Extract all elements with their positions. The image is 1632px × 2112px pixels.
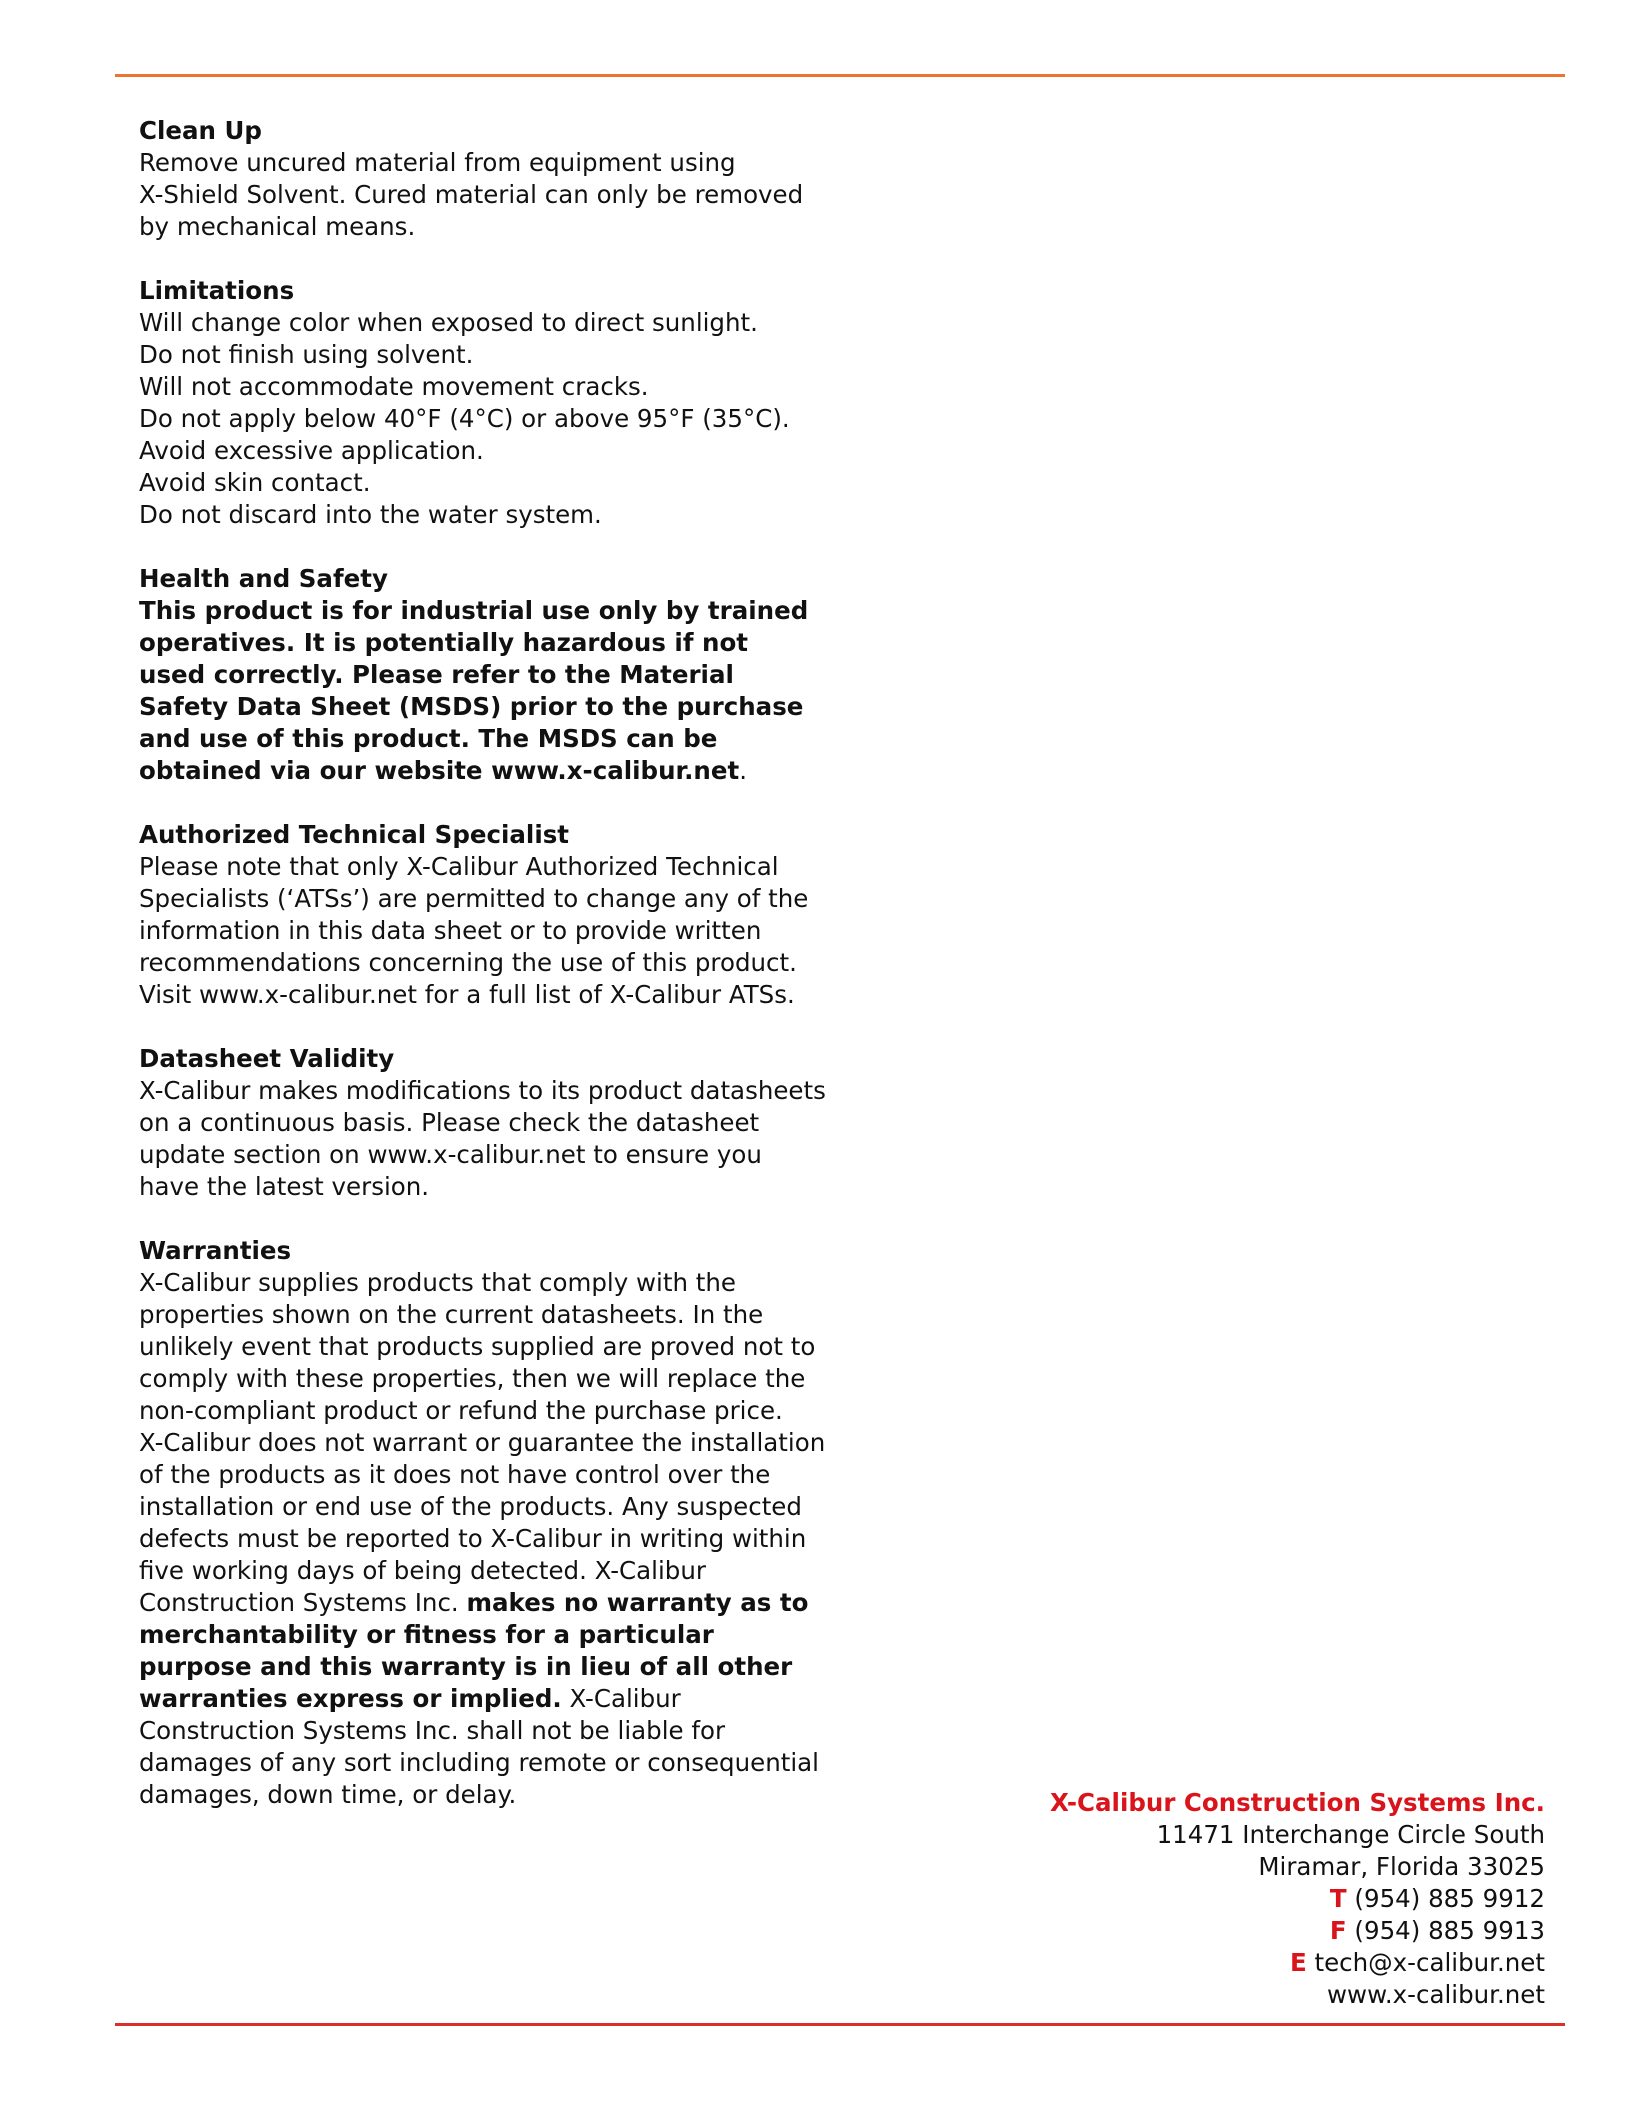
- section-datasheet-validity: [139, 1043, 826, 1203]
- body-line: Construction Systems Inc. shall not be liable for: [139, 1716, 726, 1745]
- telephone-number: (954) 885 9912: [1346, 1884, 1545, 1913]
- section-health-and-safety: [139, 563, 819, 787]
- body-line: properties shown on the current datasheets. In the: [139, 1300, 764, 1329]
- disclaimer-text: warranties express or implied.: [139, 1684, 562, 1713]
- body-line: Safety Data Sheet (MSDS) prior to the purchase: [139, 692, 804, 721]
- body-line: on a continuous basis. Please check the datasheet: [139, 1108, 760, 1137]
- section-heading: Limitations: [139, 276, 295, 305]
- body-line: Do not apply below 40°F (4°C) or above 95°F (35°C).: [139, 404, 790, 433]
- body-line: Do not finish using solvent.: [139, 340, 474, 369]
- body-line: This product is for industrial use only by trained: [139, 596, 809, 625]
- body-line: of the products as it does not have control over the: [139, 1460, 771, 1489]
- body-line: defects must be reported to X-Calibur in writing within: [139, 1524, 807, 1553]
- section-heading: Warranties: [139, 1236, 292, 1265]
- body-line: installation or end use of the products. Any suspected: [139, 1492, 802, 1521]
- body-line: non-compliant product or refund the purchase price.: [139, 1396, 783, 1425]
- bottom-divider: [115, 2023, 1565, 2026]
- body-line: unlikely event that products supplied are proved not to: [139, 1332, 816, 1361]
- body-line: Please note that only X-Calibur Authorized Technical: [139, 852, 779, 881]
- section-heading: Authorized Technical Specialist: [139, 820, 570, 849]
- top-divider: [115, 74, 1565, 77]
- email-prefix: E: [1289, 1948, 1307, 1977]
- body-line: Do not discard into the water system.: [139, 500, 602, 529]
- contact-block: [1050, 1787, 1545, 2011]
- body-line: five working days of being detected. X-Calibur: [139, 1556, 706, 1585]
- body-line: operatives. It is potentially hazardous if not: [139, 628, 749, 657]
- body-line: update section on www.x-calibur.net to ensure you: [139, 1140, 762, 1169]
- fax-line: [1050, 1915, 1545, 1947]
- body-line: X-Calibur supplies products that comply with the: [139, 1268, 736, 1297]
- plain-text: Construction Systems Inc.: [139, 1588, 467, 1617]
- body-line: Avoid excessive application.: [139, 436, 484, 465]
- body-line: X-Shield Solvent. Cured material can only be removed: [139, 180, 804, 209]
- section-authorized-technical-specialist: [139, 819, 819, 1011]
- body-line: Will not accommodate movement cracks.: [139, 372, 649, 401]
- body-line: Specialists (‘ATSs’) are permitted to change any of the: [139, 884, 809, 913]
- section-heading: Health and Safety: [139, 564, 388, 593]
- body-line: damages, down time, or delay.: [139, 1780, 517, 1809]
- body-line: by mechanical means.: [139, 212, 416, 241]
- website-link[interactable]: www.x-calibur.net: [1327, 1980, 1545, 2009]
- body-line: X-Calibur makes modifications to its product datasheets: [139, 1076, 826, 1105]
- fax-prefix: F: [1329, 1916, 1347, 1945]
- section-limitations: [139, 275, 819, 531]
- body-line: Remove uncured material from equipment using: [139, 148, 736, 177]
- section-heading: Datasheet Validity: [139, 1044, 395, 1073]
- body-line: have the latest version.: [139, 1172, 430, 1201]
- body-line: and use of this product. The MSDS can be: [139, 724, 718, 753]
- body-line: Visit www.x-calibur.net for a full list of X-Calibur ATSs.: [139, 980, 795, 1009]
- body-line: comply with these properties, then we will replace the: [139, 1364, 806, 1393]
- disclaimer-line: merchantability or fitness for a particular: [139, 1620, 714, 1649]
- disclaimer-line: purpose and this warranty is in lieu of all other: [139, 1652, 793, 1681]
- street-address: 11471 Interchange Circle South: [1156, 1820, 1545, 1849]
- body-line: [139, 1587, 819, 1619]
- telephone-line: [1050, 1883, 1545, 1915]
- body-line: Will change color when exposed to direct sunlight.: [139, 308, 758, 337]
- body-line: damages of any sort including remote or consequential: [139, 1748, 819, 1777]
- email-address: tech@x-calibur.net: [1306, 1948, 1545, 1977]
- section-warranties: [139, 1235, 826, 1811]
- body-line: X-Calibur does not warrant or guarantee the installation: [139, 1428, 826, 1457]
- email-line: [1050, 1947, 1545, 1979]
- website-mention: obtained via our website www.x-calibur.net: [139, 756, 740, 785]
- trailing-period: .: [739, 756, 747, 785]
- plain-text: X-Calibur: [561, 1684, 681, 1713]
- fax-number: (954) 885 9913: [1346, 1916, 1545, 1945]
- telephone-prefix: T: [1329, 1884, 1347, 1913]
- disclaimer-text: makes no warranty as to: [466, 1588, 809, 1617]
- body-line: information in this data sheet or to provide written: [139, 916, 762, 945]
- body-line: used correctly. Please refer to the Material: [139, 660, 734, 689]
- body-line: recommendations concerning the use of this product.: [139, 948, 797, 977]
- main-column: [139, 115, 826, 1843]
- body-line: [139, 1683, 819, 1715]
- section-clean-up: [139, 115, 819, 243]
- section-heading: Clean Up: [139, 116, 262, 145]
- body-line: [139, 755, 819, 787]
- body-line: Avoid skin contact.: [139, 468, 371, 497]
- city-address: Miramar, Florida 33025: [1258, 1852, 1545, 1881]
- company-name: X-Calibur Construction Systems Inc.: [1049, 1788, 1545, 1817]
